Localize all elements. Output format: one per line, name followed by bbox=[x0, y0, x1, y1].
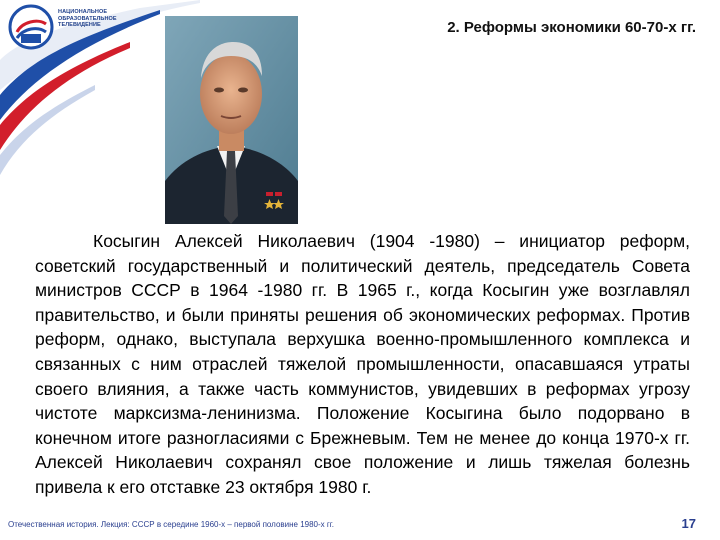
logo-emblem-icon bbox=[8, 4, 54, 50]
page-number: 17 bbox=[681, 516, 696, 531]
biography-paragraph: Косыгин Алексей Николаевич (1904 -1980) – инициатор реформ, советский государственный и политический деятель, председатель Совета министров СССР в 1964 -1980 гг. В 1965 г., когда Косыгин уже возглавлял правительство, и были приняты решения об экономических реформах. Против реформ, однако, выступала верхушка военно-промышленного комплекса и связанных с ним отраслей тяжелой промышленности, опасавшаяся утраты своего влияния, а также часть коммунистов, увидевших в реформах угрозу чистоте марксизма-ленинизма. Положение Косыгина было подорвано в конечном итоге разногласиями с Брежневым. Тем не менее до конца 1970-х гг. Алексей Николаевич сохранял свое положение и лишь тяжелая болезнь привела к его отставке 23 октября 1980 г. bbox=[35, 231, 690, 497]
footer-lecture-title: Отечественная история. Лекция: СССР в середине 1960-х – первой половине 1980-х гг. bbox=[8, 520, 334, 529]
logo-text: НАЦИОНАЛЬНОЕ ОБРАЗОВАТЕЛЬНОЕ ТЕЛЕВИДЕНИЕ bbox=[58, 9, 117, 28]
channel-logo bbox=[8, 4, 120, 58]
page-title: 2. Реформы экономики 60-70-х гг. bbox=[447, 19, 696, 36]
portrait-photo bbox=[165, 16, 298, 224]
